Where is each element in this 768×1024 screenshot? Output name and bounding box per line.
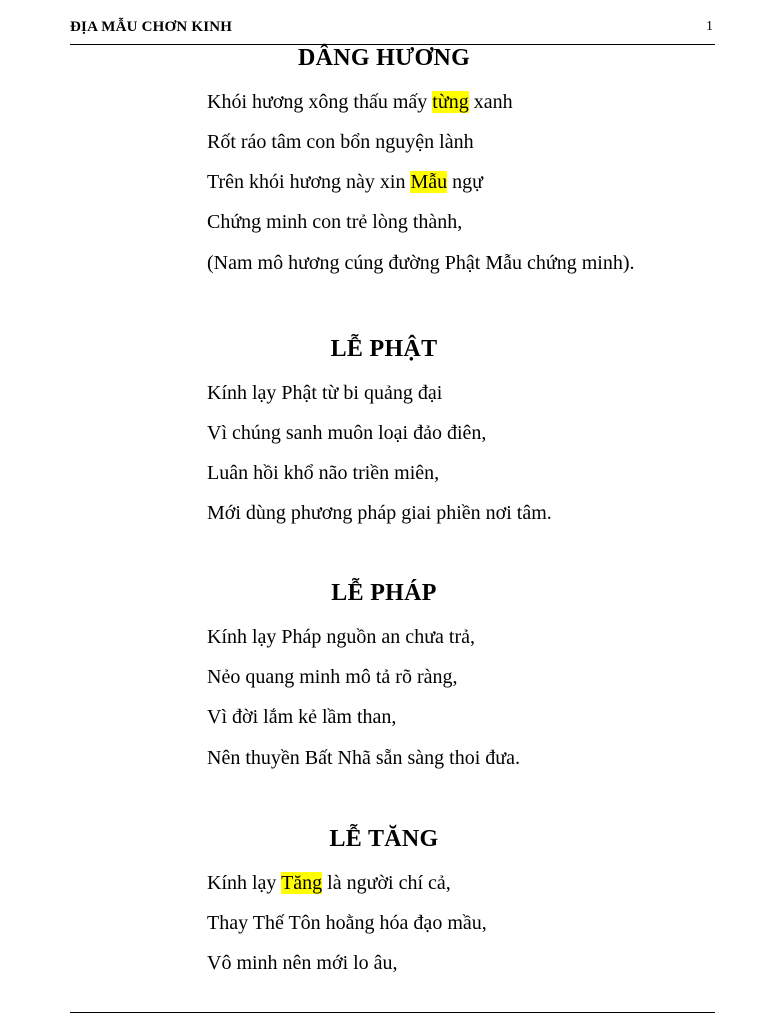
section-title-le-tang: LỄ TĂNG bbox=[329, 826, 439, 852]
verse-line: Kính lạy Phật từ bi quảng đại bbox=[207, 382, 443, 404]
verse-line: Mới dùng phương pháp giai phiền nơi tâm. bbox=[207, 502, 552, 524]
verse-line: (Nam mô hương cúng đường Phật Mẫu chứng minh). bbox=[207, 252, 635, 274]
verse-line: Chứng minh con trẻ lòng thành, bbox=[207, 211, 463, 233]
page-header bbox=[70, 19, 715, 41]
verse-line: Nên thuyền Bất Nhã sẵn sàng thoi đưa. bbox=[207, 747, 520, 769]
highlighted-word: Tăng bbox=[281, 872, 323, 894]
verse-line: Vì chúng sanh muôn loại đảo điên, bbox=[207, 422, 487, 444]
verse-line: Khói hương xông thấu mấy từng xanh bbox=[207, 91, 513, 113]
verse-line: Trên khói hương này xin Mẫu ngự bbox=[207, 171, 483, 193]
verse-line: Kính lạy Pháp nguồn an chưa trả, bbox=[207, 626, 475, 648]
verse-line: Nẻo quang minh mô tả rõ ràng, bbox=[207, 666, 458, 688]
section-title-le-phap: LỄ PHÁP bbox=[331, 580, 437, 606]
header-title: ĐỊA MẪU CHƠN KINH bbox=[70, 19, 233, 35]
highlighted-word: từng bbox=[432, 91, 469, 113]
page-number: 1 bbox=[706, 19, 713, 34]
section-title-le-phat: LỄ PHẬT bbox=[330, 336, 438, 362]
verse-line: Kính lạy Tăng là người chí cả, bbox=[207, 872, 451, 894]
verse-line: Vô minh nên mới lo âu, bbox=[207, 952, 398, 974]
verse-line: Luân hồi khổ não triền miên, bbox=[207, 462, 440, 484]
verse-line: Vì đời lắm kẻ lầm than, bbox=[207, 706, 397, 728]
footer-rule bbox=[70, 1012, 715, 1013]
highlighted-word: Mẫu bbox=[410, 171, 448, 193]
verse-line: Rốt ráo tâm con bổn nguyện lành bbox=[207, 131, 474, 153]
verse-line: Thay Thế Tôn hoằng hóa đạo mầu, bbox=[207, 912, 487, 934]
section-title-dang-huong: DÂNG HƯƠNG bbox=[297, 45, 471, 71]
